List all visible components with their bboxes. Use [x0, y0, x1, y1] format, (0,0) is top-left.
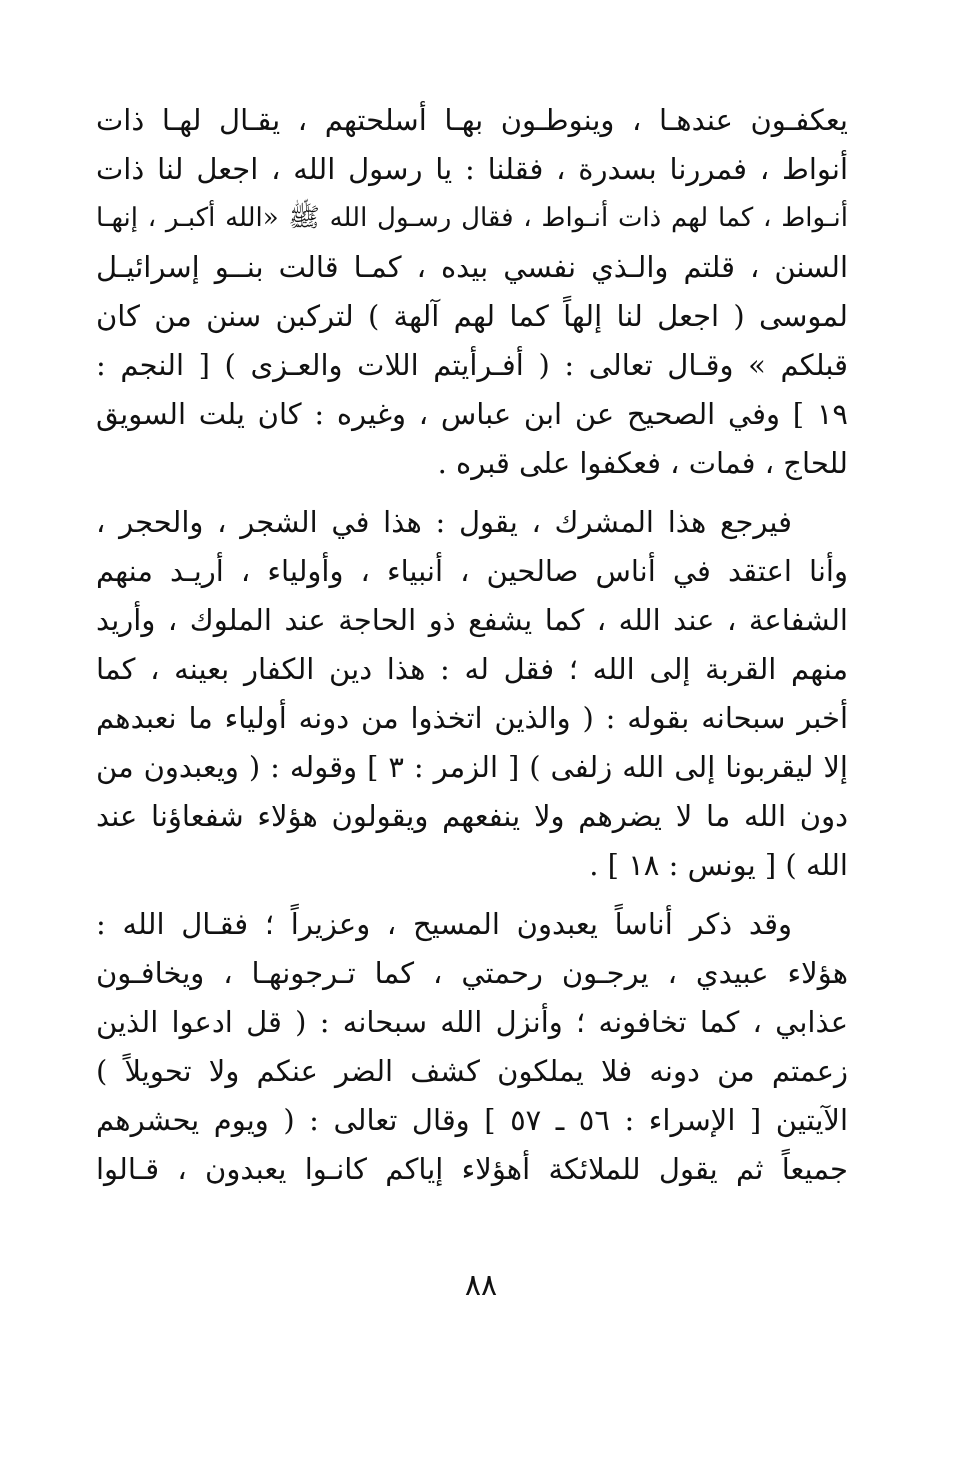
page-body — [96, 96, 848, 1204]
text-line: هؤلاء عبيدي ، يرجـون رحمتي ، كما تـرجونهـا ، ويخافـون — [96, 956, 848, 990]
text-line: عذابي ، كما تخافونه ؛ وأنزل الله سبحانه : ( قل ادعوا الذين — [96, 1005, 848, 1039]
text-line: ١٩ ] وفي الصحيح عن ابن عباس ، وغيره : كان يلت السويق — [96, 397, 848, 431]
text-line: قبلكم » وقـال تعالى : ( أفـرأيتم اللات والعـزى ) [ النجم : — [96, 348, 848, 382]
text-line: السنن ، قلتم والـذي نفسي بيده ، كمـا قالت بنــو إسرائيـل — [96, 250, 848, 284]
text-line: أنـواط ، كما لهم ذات أنـواط ، فقال رسـول الله ﷺ «الله أكبـر ، إنهـا — [96, 203, 848, 233]
text-line: وأنا اعتقد في أناس صالحين ، أنبياء ، وأولياء ، أريـد منهم — [96, 554, 848, 588]
page-number: ٨٨ — [464, 1268, 498, 1303]
text-line: للحاج ، فمات ، فعكفوا على قبره . — [437, 446, 848, 480]
text-line: يعكفـون عندهـا ، وينوطـون بهـا أسلحتهم ، يقـال لهـا ذات — [96, 103, 848, 137]
text-line: الآيتين [ الإسراء : ٥٦ ـ ٥٧ ] وقال تعالى : ( ويوم يحشرهم — [96, 1103, 848, 1137]
text-line: دون الله ما لا يضرهم ولا ينفعهم ويقولون هؤلاء شفعاؤنا عند — [96, 799, 848, 833]
paragraph-1 — [96, 96, 848, 488]
text-line: منهم القربة إلى الله ؛ فقل له : هذا دين الكفار بعينه ، كما — [96, 652, 848, 686]
text-line: زعمتم من دونه فلا يملكون كشف الضر عنكم ولا تحويلاً ) — [96, 1054, 848, 1088]
text-line: وقد ذكر أناساً يعبدون المسيح ، وعزيراً ؛ فقـال الله : — [96, 907, 792, 941]
text-line: لموسى ( اجعل لنا إلهاً كما لهم آلهة ) لتركبن سنن من كان — [96, 299, 848, 333]
text-line: أنواط ، فمررنا بسدرة ، فقلنا : يا رسول الله ، اجعل لنا ذات — [96, 152, 848, 186]
text-line: الشفاعة ، عند الله ، كما يشفع ذو الحاجة عند الملوك ، وأريد — [96, 603, 848, 637]
text-line: أخبر سبحانه بقوله : ( والذين اتخذوا من دونه أولياء ما نعبدهم — [96, 701, 848, 735]
paragraph-2 — [96, 498, 848, 890]
text-line: إلا ليقربونا إلى الله زلفى ) [ الزمر : ٣ ] وقوله : ( ويعبدون من — [96, 750, 848, 784]
text-line: الله ) [ يونس : ١٨ ] . — [589, 848, 848, 882]
text-line: فيرجع هذا المشرك ، يقول : هذا في الشجر ، والحجر ، — [96, 505, 792, 539]
text-line: جميعاً ثم يقول للملائكة أهؤلاء إياكم كانـوا يعبدون ، قـالوا — [96, 1152, 848, 1186]
paragraph-3 — [96, 900, 848, 1194]
